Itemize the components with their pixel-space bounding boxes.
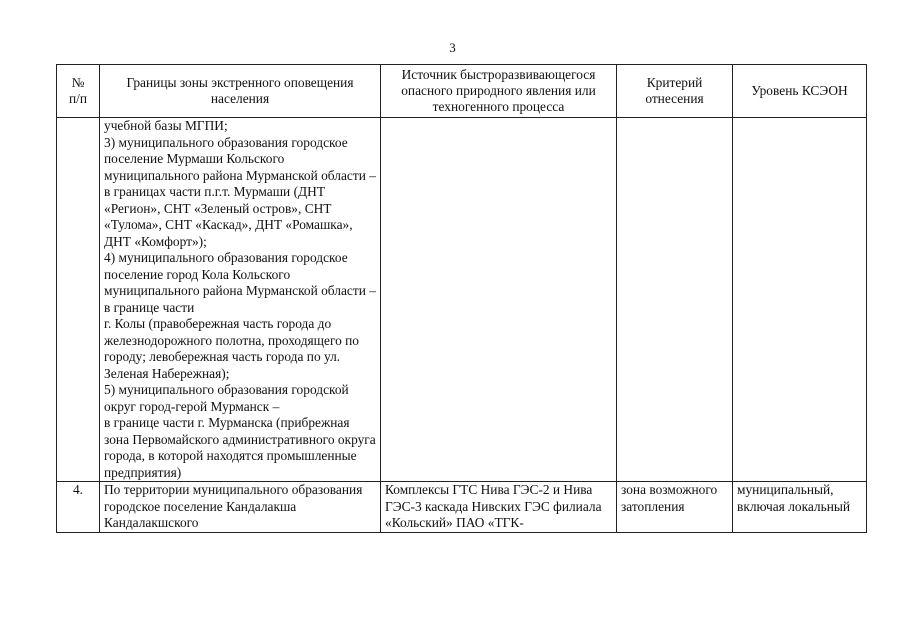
header-boundaries: Границы зоны экстренного оповещения населения (100, 65, 381, 118)
row-level: муниципальный, включая локальный (733, 482, 867, 533)
table-row (57, 482, 867, 533)
row-boundaries: По территории муниципального образования городское поселение Кандалакша Кандалакшского (100, 482, 381, 533)
table-header-row (57, 65, 867, 118)
table-row (57, 118, 867, 482)
row-criterion (617, 118, 733, 482)
warning-zones-table (56, 64, 867, 533)
row-level (733, 118, 867, 482)
row-criterion: зона возможного затопления (617, 482, 733, 533)
row-number (57, 118, 100, 482)
row-source (381, 118, 617, 482)
row-source: Комплексы ГТС Нива ГЭС-2 и Нива ГЭС-3 каскада Нивских ГЭС филиала «Кольский» ПАО «ТГК- (381, 482, 617, 533)
header-criterion: Критерий отнесения (617, 65, 733, 118)
row-number: 4. (57, 482, 100, 533)
page-number: 3 (449, 40, 456, 55)
row-boundaries: учебной базы МГПИ; 3) муниципального образования городское поселение Мурмаши Кольского муниципального района Мурманской области – в границах части п.г.т. Мурмаши (ДНТ «Регион», СНТ «Зеленый остров», СНТ «Тулома», СНТ «Каскад», ДНТ «Ромашка», ДНТ «Комфорт»); 4) муниципального образования городское поселение город Кола Кольского муниципального района Мурманской области – в границе части г. Колы (правобережная часть города до железнодорожного полотна, проходящего по городу; левобережная часть города по ул. Зеленая Набережная); 5) муниципального образования городской округ город-герой Мурманск – в границе части г. Мурманска (прибрежная зона Первомайского административного округа города, в которой находятся промышленные предприятия) (100, 118, 381, 482)
header-level: Уровень КСЭОН (733, 65, 867, 118)
header-source: Источник быстроразвивающегося опасного природного явления или техногенного процесса (381, 65, 617, 118)
header-num: № п/п (57, 65, 100, 118)
